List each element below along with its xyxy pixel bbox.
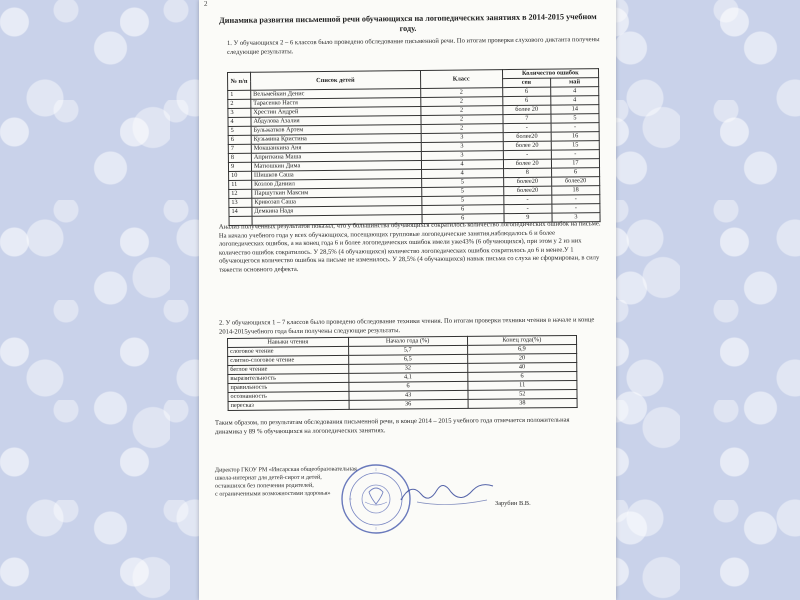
col-end-header: Конец года(%) (467, 335, 577, 345)
cell-sep: более 20 (503, 105, 551, 115)
cell-sep: более20 (503, 132, 551, 142)
handwritten-signature (397, 480, 497, 510)
cell-name: Тарасенко Настя (251, 97, 421, 108)
cell-num: 11 (229, 180, 252, 189)
cell-num: 2 (228, 99, 251, 108)
cell-sep: более 20 (503, 141, 551, 151)
cell-num: 6 (228, 135, 251, 144)
cell-num: 8 (228, 153, 251, 162)
col-sep-header: сен (502, 78, 550, 88)
cell-num: 7 (228, 144, 251, 153)
cell-class: 4 (421, 160, 503, 170)
cell-sep: 6 (502, 96, 550, 106)
cell-class: 2 (420, 97, 502, 107)
cell-name: Демкина Надя (252, 205, 422, 216)
cell-sep: более20 (503, 177, 551, 187)
cell-skill: правильность (228, 382, 349, 392)
signature-line: оставшихся без попечения родителей, (215, 482, 314, 490)
cell-may: 4 (551, 96, 599, 106)
cell-skill: выразительность (228, 373, 349, 383)
cell-end: 52 (468, 389, 578, 399)
col-skill-header: Навыки чтения (228, 337, 349, 347)
cell-may: 16 (551, 132, 599, 142)
document-page (199, 0, 616, 600)
cell-sep: более 20 (503, 159, 551, 169)
cell-num: 12 (229, 189, 252, 198)
cell-may: 3 (552, 213, 600, 223)
cell-may: 6 (551, 168, 599, 178)
cell-sep: - (503, 123, 551, 133)
cell-name: Абдулова Азалия (251, 115, 421, 126)
col-class-header: Класс (420, 70, 502, 89)
cell-may: - (551, 123, 599, 133)
col-name-header: Список детей (250, 70, 420, 90)
col-num-header: № п/п (228, 72, 251, 90)
cell-end: 38 (468, 398, 578, 408)
page-number: 2 (204, 0, 208, 8)
cell-num: 5 (228, 126, 251, 135)
cell-may: 17 (551, 159, 599, 169)
cell-start: 6 (348, 381, 467, 391)
cell-name: Бульжатков Артем (251, 124, 421, 135)
cell-name: Вельмейкин Денис (251, 88, 421, 99)
section1-intro: 1. У обучающихся 2 – 6 классов было проведено обследование письменной речи. По итогам проверки слухового диктанта получены следующие результаты. (226, 36, 600, 56)
cell-start: 6,5 (348, 354, 467, 364)
cell-sep: - (503, 195, 551, 205)
cell-num: 14 (229, 207, 252, 216)
cell-may: 4 (551, 87, 599, 97)
cell-class: 2 (421, 115, 503, 125)
cell-end: 20 (467, 353, 577, 363)
cell-may: - (551, 150, 599, 160)
cell-may: - (552, 195, 600, 205)
cell-may: 5 (551, 114, 599, 124)
cell-may: более20 (551, 177, 599, 187)
signature-line: с ограниченными возможностями здоровья» (215, 490, 331, 498)
col-start-header: Начало года (%) (348, 336, 467, 346)
cell-name: Мокшанкина Аня (251, 142, 421, 153)
cell-end: 6 (467, 371, 577, 381)
cell-sep: - (503, 150, 551, 160)
cell-class: 4 (421, 169, 503, 179)
cell-start: 36 (349, 399, 468, 409)
cell-class: 6 (422, 214, 504, 224)
cell-may: 18 (552, 186, 600, 196)
cell-skill: осознанность (228, 391, 349, 401)
cell-num: 1 (228, 90, 251, 99)
cell-name: Кривозап Саша (252, 196, 422, 207)
cell-sep: 8 (503, 168, 551, 178)
cell-class: 2 (421, 124, 503, 134)
analysis-paragraph: Анализ полученных результатов показал, что у большинства обучающихся сократилось количество логопедических ошибок на письме. На начало учебного года у всех обучающихся, посещающих групповые логопедические занятия,наблюдалось 6 и более логопедических ошибок, а на конец года 6 и более логопедических ошибок имели уже43% (6 обучающихся), при этом у 2 из них количество ошибок сократилось. У 28,5% (4 обучающихся) количество логопедических ошибок сократилось до 6 и менее.У 1 обучающегося количество ошибок на письме не изменилось. У 28,5% (4 обучающихся) навык письма со слуха не сформирован, в силу тяжести основного дефекта. (218, 220, 601, 274)
cell-skill: слоговое чтение (228, 346, 349, 356)
cell-end: 40 (467, 362, 577, 372)
cell-num: 3 (228, 108, 251, 117)
conclusion-paragraph: Таким образом, по результатам обследования письменной речи, в конце 2014 – 2015 учебного года отмечается положительная динамика у 89 % обучающихся на логопедических занятиях. (214, 416, 570, 436)
cell-class: 3 (421, 151, 503, 161)
cell-start: 43 (349, 390, 468, 400)
cell-class: 6 (421, 205, 503, 215)
cell-name: Козлов Даниил (252, 178, 422, 189)
signature-line: Директор ГКОУ РМ «Инсарская общеобразовательная (214, 466, 357, 474)
cell-name: Паршуткин Максим (252, 187, 422, 198)
cell-sep: 9 (504, 213, 552, 223)
cell-skill: слитно-слоговое чтение (228, 355, 349, 365)
section2-intro: 2. У обучающихся 1 – 7 классов было проведено обследование техники чтения. По итогам проверки техники чтения в начале и конце 2014-2015учебного года были получены следующие результаты. (218, 316, 595, 336)
cell-skill: пересказ (228, 400, 349, 410)
cell-class: 3 (421, 142, 503, 152)
cell-may: 14 (551, 105, 599, 115)
table-row (228, 398, 577, 410)
cell-end: 6,9 (467, 344, 577, 354)
cell-class: 5 (421, 178, 503, 188)
col-may-header: май (550, 78, 598, 88)
cell-name: Кузьмина Кристина (251, 133, 421, 144)
cell-class: 3 (421, 133, 503, 143)
cell-class: 2 (420, 88, 502, 98)
cell-may: 15 (551, 141, 599, 151)
cell-start: 32 (348, 363, 467, 373)
col-errors-header: Количество ошибок (502, 69, 598, 79)
cell-start: 4,1 (348, 372, 467, 382)
cell-name: Шишков Саша (251, 169, 421, 180)
cell-end: 11 (467, 380, 577, 390)
cell-num: 13 (229, 198, 252, 207)
signature-line: школа-интернат для детей-сирот и детей, (214, 474, 322, 482)
cell-sep: более20 (503, 186, 551, 196)
document-title: Динамика развития письменной речи обучающихся на логопедических занятиях в 2014-2015 учебном году. (219, 12, 597, 34)
cell-start: 5,7 (348, 345, 467, 355)
cell-may: - (552, 204, 600, 214)
cell-name: Априткина Маша (251, 151, 421, 162)
cell-class: 5 (421, 196, 503, 206)
cell-name: Матюшкин Дима (251, 160, 421, 171)
cell-sep: 6 (502, 87, 550, 97)
cell-class: 5 (421, 187, 503, 197)
cell-num: 4 (228, 117, 251, 126)
cell-num: 10 (229, 171, 252, 180)
cell-skill: беглое чтение (228, 364, 349, 374)
reading-skills-table (227, 335, 578, 411)
cell-sep: - (504, 204, 552, 214)
cell-class: 2 (420, 106, 502, 116)
cell-num: 9 (228, 162, 251, 171)
cell-sep: 7 (503, 114, 551, 124)
director-name: Зарубин В.В. (495, 500, 531, 507)
cell-name: Хрестин Андрей (251, 106, 421, 117)
writing-errors-table (227, 68, 601, 226)
